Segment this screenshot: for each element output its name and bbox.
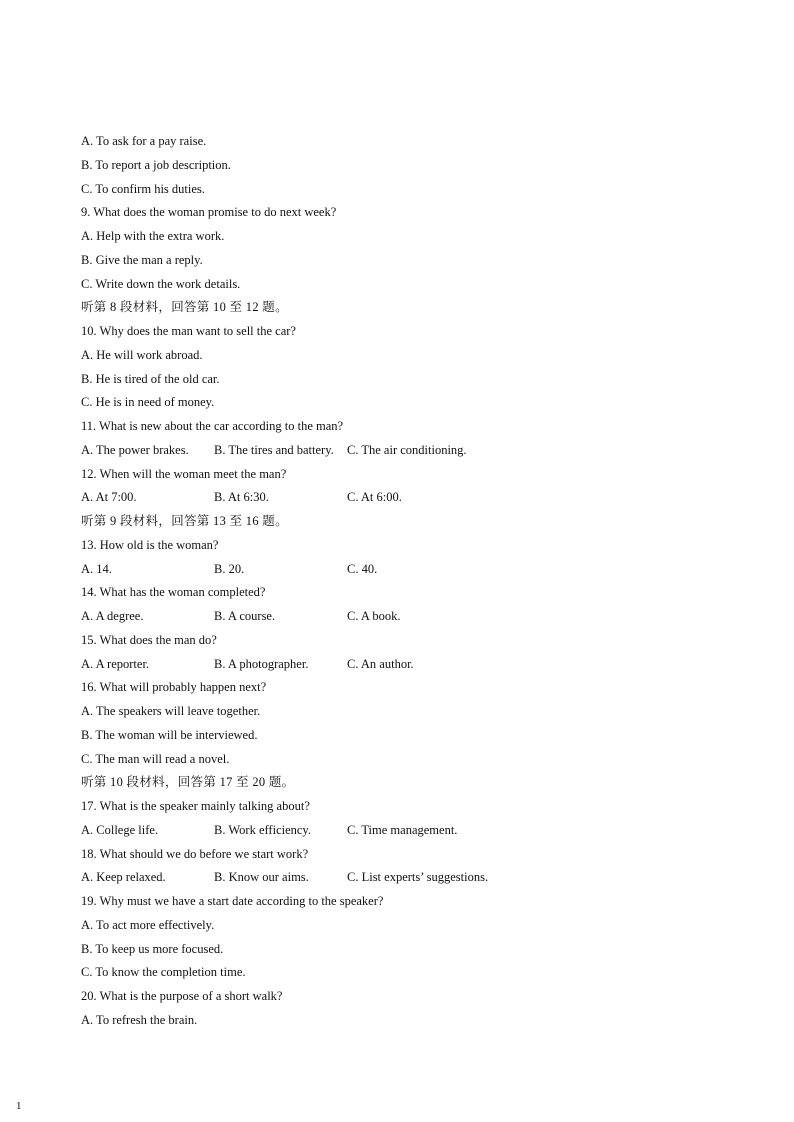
option-a: A. A reporter. (81, 656, 150, 671)
text-line: C. Write down the work details. (81, 276, 241, 291)
text-line: 9. What does the woman promise to do next week? (81, 205, 337, 220)
text-line: B. He is tired of the old car. (81, 371, 220, 386)
option-a: A. Keep relaxed. (81, 870, 166, 885)
text-line: B. To report a job description. (81, 157, 231, 172)
option-row (81, 440, 741, 464)
option-row (81, 487, 741, 511)
text-line: 15. What does the man do? (81, 632, 217, 647)
text-line: 18. What should we do before we start work? (81, 846, 309, 861)
option-b: B. Know our aims. (214, 870, 309, 885)
option-b: B. The tires and battery. (214, 442, 334, 457)
option-b: B. At 6:30. (214, 490, 269, 505)
option-a: A. College life. (81, 822, 159, 837)
option-a: A. At 7:00. (81, 490, 137, 505)
text-line: B. To keep us more focused. (81, 941, 224, 956)
option-row (81, 559, 741, 583)
text-line: A. The speakers will leave together. (81, 704, 261, 718)
option-row (81, 654, 741, 678)
option-c: C. The air conditioning. (347, 442, 467, 457)
option-c: C. Time management. (347, 822, 458, 837)
text-line: C. To know the completion time. (81, 965, 246, 980)
text-line: 12. When will the woman meet the man? (81, 466, 287, 481)
text-line: C. To confirm his duties. (81, 181, 205, 196)
text-line: 16. What will probably happen next? (81, 680, 267, 695)
page-number: 1 (16, 1100, 22, 1112)
text-line: 20. What is the purpose of a short walk? (81, 989, 283, 1003)
text-line: A. To refresh the brain. (81, 1012, 198, 1027)
text-line: A. Help with the extra work. (81, 229, 225, 243)
text-line: B. Give the man a reply. (81, 252, 203, 267)
section-instruction: 听第 9 段材料，回答第 13 至 16 题。 (81, 514, 288, 528)
option-b: B. A course. (214, 609, 276, 623)
text-line: 19. Why must we have a start date according to the speaker? (81, 894, 384, 908)
text-line: 11. What is new about the car according to the man? (81, 419, 344, 433)
option-a: A. The power brakes. (81, 442, 189, 457)
text-line: 14. What has the woman completed? (81, 585, 266, 600)
option-b: B. 20. (214, 561, 245, 576)
option-b: B. A photographer. (214, 656, 309, 671)
question-list (81, 131, 741, 1034)
option-a: A. A degree. (81, 609, 144, 623)
option-c: C. 40. (347, 561, 378, 576)
text-line: 13. How old is the woman? (81, 537, 219, 552)
text-line: A. To act more effectively. (81, 917, 215, 932)
option-c: C. A book. (347, 609, 401, 623)
option-a: A. 14. (81, 561, 112, 576)
option-b: B. Work efficiency. (214, 822, 311, 837)
text-line: A. To ask for a pay raise. (81, 134, 207, 148)
section-instruction: 听第 10 段材料，回答第 17 至 20 题。 (81, 775, 295, 790)
option-row (81, 606, 741, 630)
option-row (81, 867, 741, 891)
section-instruction: 听第 8 段材料，回答第 10 至 12 题。 (81, 300, 288, 315)
text-line: A. He will work abroad. (81, 347, 203, 362)
option-c: C. List experts’ suggestions. (347, 870, 489, 885)
text-line: C. The man will read a novel. (81, 751, 230, 766)
option-c: C. An author. (347, 656, 414, 671)
text-line: B. The woman will be interviewed. (81, 727, 258, 742)
option-row (81, 820, 741, 844)
text-line: C. He is in need of money. (81, 395, 215, 410)
option-c: C. At 6:00. (347, 490, 402, 505)
text-line: 17. What is the speaker mainly talking about? (81, 799, 310, 813)
text-line: 10. Why does the man want to sell the car? (81, 324, 296, 338)
